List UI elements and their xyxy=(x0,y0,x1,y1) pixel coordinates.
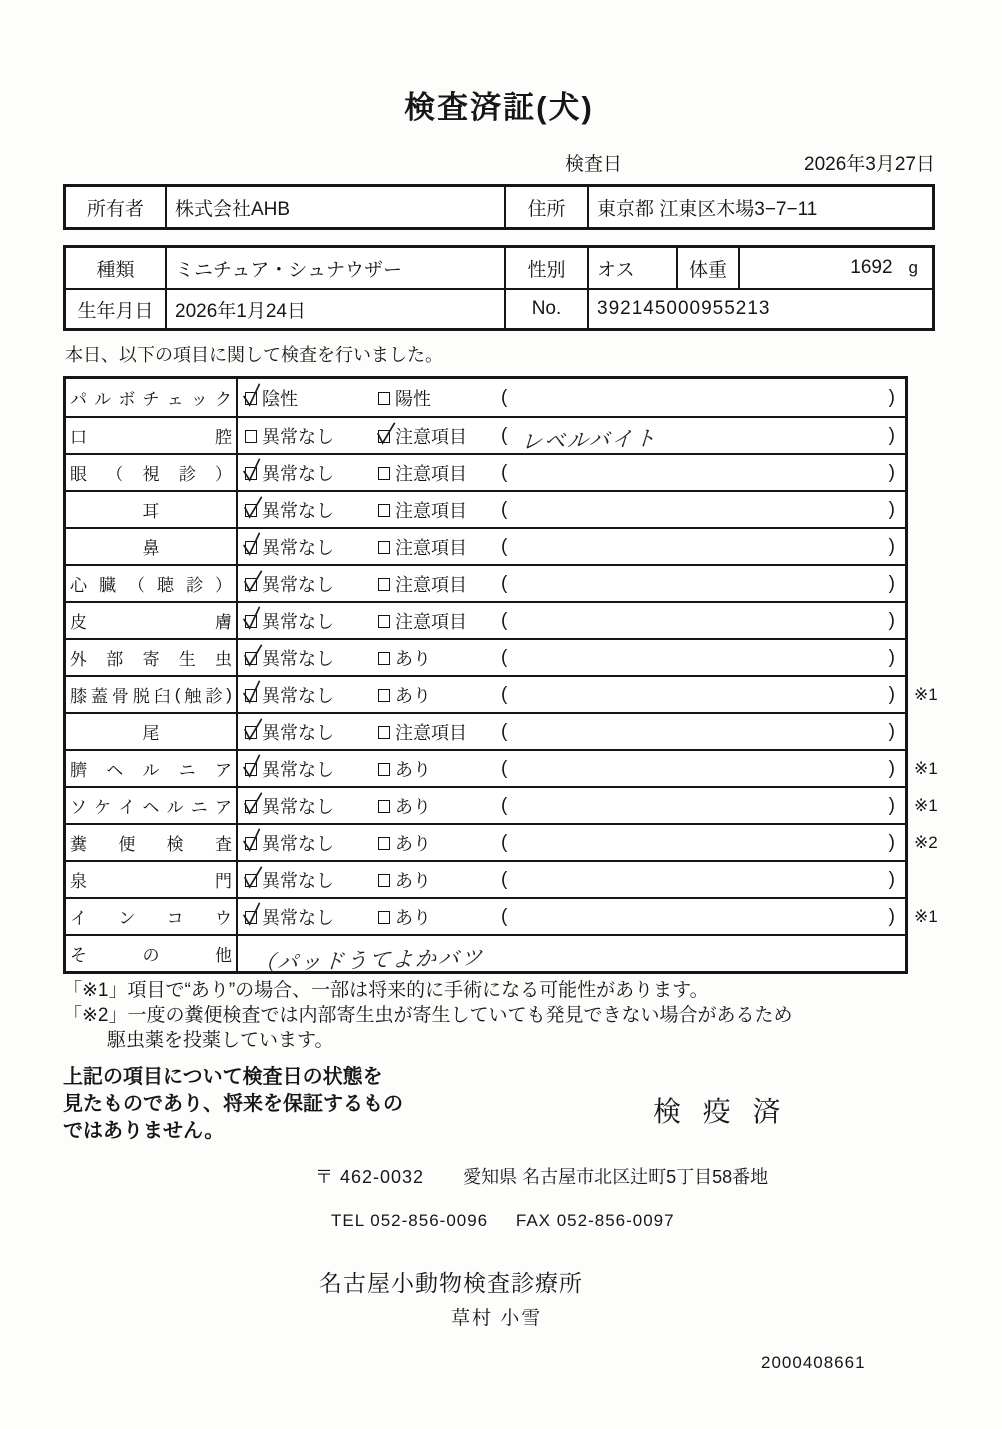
sex-label: 性別 xyxy=(504,248,587,288)
option-label: 異常なし xyxy=(262,500,334,521)
address-value: 東京都 江東区木場3−7−11 xyxy=(587,187,932,227)
checkbox-unchecked-icon xyxy=(377,797,393,814)
address-label: 住所 xyxy=(504,187,587,227)
checkbox-checked-icon xyxy=(244,871,260,888)
veterinarian-name: 草村 小雪 xyxy=(451,1308,543,1329)
row-label: イ ン コ ウ xyxy=(66,899,238,934)
option-label: 異常なし xyxy=(262,648,334,669)
option-label: 注意項目 xyxy=(395,500,467,521)
checkbox-checked-icon xyxy=(244,575,260,592)
weight-unit: g xyxy=(908,258,918,277)
row-label: 皮 膚 xyxy=(66,603,238,638)
checkbox-unchecked-icon xyxy=(377,538,393,555)
row-content: 異常なし 注意項目 ( ) xyxy=(238,566,905,601)
weight-number: 1692 xyxy=(850,257,893,278)
checkbox-checked-icon xyxy=(244,797,260,814)
option xyxy=(377,756,501,782)
no-label: No. xyxy=(504,288,587,328)
checklist-row xyxy=(66,897,938,934)
option-label: 異常なし xyxy=(262,611,334,632)
checkbox-unchecked-icon xyxy=(377,723,393,740)
footnote-line: 「※1」項目で“あり”の場合、一部は将来的に手術になる可能性があります。 xyxy=(63,980,709,1001)
option-label: 陰性 xyxy=(262,388,298,409)
weight-value xyxy=(738,248,932,288)
option-label: 異常なし xyxy=(262,426,334,447)
row-content: 異常なし あり ( ) xyxy=(238,751,905,786)
option xyxy=(244,608,377,634)
disclaimer-line: ではありません。 xyxy=(63,1120,225,1142)
checklist-table xyxy=(63,376,938,975)
breed-value: ミニチュア・シュナウザー xyxy=(165,248,504,288)
checklist-row xyxy=(66,823,938,860)
exam-date-label: 検査日 xyxy=(565,154,623,175)
option xyxy=(377,830,501,856)
option-label: あり xyxy=(395,907,431,928)
checkbox-checked-icon xyxy=(244,612,260,629)
serial-number: 2000408661 xyxy=(761,1353,866,1372)
handwritten-note xyxy=(521,727,888,737)
handwritten-note: （パッドうてよかバツ xyxy=(253,945,485,975)
row-content: 異常なし 注意項目 ( ) xyxy=(238,529,905,564)
checklist-row xyxy=(66,453,905,490)
checkbox-checked-icon xyxy=(244,760,260,777)
row-label: 心 臓 （ 聴 診 ） xyxy=(66,566,238,601)
option xyxy=(377,385,501,411)
checkbox-checked-icon xyxy=(244,389,260,406)
checkbox-checked-icon xyxy=(244,464,260,481)
option-label: あり xyxy=(395,648,431,669)
row-label: 泉 門 xyxy=(66,862,238,897)
option-label: 異常なし xyxy=(262,796,334,817)
option-label: 異常なし xyxy=(262,759,334,780)
option xyxy=(377,571,501,597)
checklist-row xyxy=(66,564,905,601)
row-content: 異常なし あり ( ) xyxy=(238,899,905,934)
handwritten-note xyxy=(521,875,888,885)
reference-marker: ※1 xyxy=(914,906,938,926)
row-label: 尾 xyxy=(66,714,238,749)
handwritten-note: レベルバイト xyxy=(520,426,659,454)
checklist-row xyxy=(66,490,905,527)
clinic-fax: FAX 052-856-0097 xyxy=(515,1211,675,1230)
reference-marker: ※1 xyxy=(914,795,938,815)
handwritten-note xyxy=(521,801,888,811)
checkbox-checked-icon xyxy=(244,501,260,518)
handwritten-note xyxy=(521,393,888,403)
postal-code: 〒 462-0032 xyxy=(315,1167,425,1187)
checklist-row xyxy=(66,860,905,897)
disclaimer-text xyxy=(63,1064,533,1145)
row-label: 臍 ヘ ル ニ ア xyxy=(66,751,238,786)
option-label: 異常なし xyxy=(262,685,334,706)
disclaimer-line: 上記の項目について検査日の状態を xyxy=(63,1066,383,1088)
option xyxy=(244,385,377,411)
handwritten-note xyxy=(521,764,888,774)
option-label: 異常なし xyxy=(262,833,334,854)
checkbox-unchecked-icon xyxy=(377,686,393,703)
owner-table xyxy=(63,184,935,230)
row-content: 異常なし あり ( ) xyxy=(238,862,905,897)
owner-value: 株式会社AHB xyxy=(165,187,504,227)
checklist-row xyxy=(66,786,938,823)
checklist-row xyxy=(66,527,905,564)
reference-marker: ※1 xyxy=(914,684,938,704)
page-title: 検査済証(犬) xyxy=(404,90,594,125)
footnote-line: 「※2」一度の糞便検査では内部寄生虫が寄生していても発見できない場合があるため xyxy=(63,1005,793,1026)
clinic-tel-line xyxy=(331,1211,935,1231)
checklist-row xyxy=(66,379,905,416)
checklist-row xyxy=(66,416,905,453)
option-label: あり xyxy=(395,759,431,780)
option xyxy=(377,904,501,930)
option xyxy=(377,497,501,523)
checkbox-checked-icon xyxy=(244,908,260,925)
checkbox-unchecked-icon xyxy=(377,834,393,851)
clinic-address-line xyxy=(315,1163,935,1189)
birth-value: 2026年1月24日 xyxy=(165,288,504,328)
clinic-tel: TEL 052-856-0096 xyxy=(331,1211,489,1230)
weight-label: 体重 xyxy=(676,248,738,288)
option-label: 注意項目 xyxy=(395,611,467,632)
checkbox-checked-icon xyxy=(244,538,260,555)
birth-label: 生年月日 xyxy=(66,288,165,328)
reference-marker: ※1 xyxy=(914,758,938,778)
disclaimer-line: 見たものであり、将来を保証するもの xyxy=(63,1093,403,1115)
row-content xyxy=(238,936,905,975)
option-label: あり xyxy=(395,833,431,854)
option xyxy=(244,571,377,597)
checkbox-unchecked-icon xyxy=(377,871,393,888)
row-label: 膝 蓋 骨 脱 臼 ( 触 診 ) xyxy=(66,677,238,712)
checkbox-unchecked-icon xyxy=(377,501,393,518)
checkbox-unchecked-icon xyxy=(377,760,393,777)
option xyxy=(377,793,501,819)
checklist-row xyxy=(66,638,905,675)
option xyxy=(377,423,501,449)
option xyxy=(244,460,377,486)
row-content: 異常なし 注意項目 ( ) xyxy=(238,455,905,490)
checkbox-checked-icon xyxy=(244,834,260,851)
exam-date-row xyxy=(565,149,935,176)
handwritten-note xyxy=(521,579,888,589)
option-label: 異常なし xyxy=(262,907,334,928)
footnote-line: 駆虫薬を投薬しています。 xyxy=(107,1030,334,1051)
row-label: 耳 xyxy=(66,492,238,527)
checkbox-unchecked-icon xyxy=(244,427,260,444)
row-label: 眼 （ 視 診 ） xyxy=(66,455,238,490)
checkbox-checked-icon xyxy=(377,427,393,444)
option xyxy=(377,460,501,486)
option-label: あり xyxy=(395,870,431,891)
handwritten-note xyxy=(521,690,888,700)
reference-marker: ※2 xyxy=(914,832,938,852)
sex-value: オス xyxy=(587,248,676,288)
option xyxy=(244,756,377,782)
checkbox-checked-icon xyxy=(244,649,260,666)
option xyxy=(377,719,501,745)
handwritten-note xyxy=(521,838,888,848)
option-label: あり xyxy=(395,685,431,706)
breed-label: 種類 xyxy=(96,259,135,281)
handwritten-note xyxy=(521,468,888,478)
pet-table xyxy=(63,245,935,331)
option xyxy=(244,719,377,745)
checkbox-checked-icon xyxy=(244,723,260,740)
row-content: 異常なし 注意項目 ( レベルバイト ) xyxy=(238,418,905,453)
checklist-row xyxy=(66,601,905,638)
option-label: 注意項目 xyxy=(395,574,467,595)
row-content: 異常なし あり ( ) xyxy=(238,788,905,823)
clinic-name: 名古屋小動物検査診療所 xyxy=(319,1270,583,1296)
checklist-row xyxy=(66,675,938,712)
handwritten-note xyxy=(521,653,888,663)
option-label: 異常なし xyxy=(262,870,334,891)
row-content: 異常なし 注意項目 ( ) xyxy=(238,492,905,527)
handwritten-note xyxy=(521,912,888,922)
checkbox-unchecked-icon xyxy=(377,908,393,925)
row-label: ソ ケ イ ヘ ル ニ ア xyxy=(66,788,238,823)
option xyxy=(244,867,377,893)
checkbox-checked-icon xyxy=(244,686,260,703)
option xyxy=(244,904,377,930)
option xyxy=(244,830,377,856)
clinic-address: 愛知県 名古屋市北区辻町5丁目58番地 xyxy=(463,1167,769,1187)
bottom-row xyxy=(63,1064,935,1145)
checklist-row xyxy=(66,934,905,975)
row-label: 鼻 xyxy=(66,529,238,564)
owner-label: 所有者 xyxy=(86,198,144,220)
option xyxy=(377,682,501,708)
quarantine-stamp: 検 疫 済 xyxy=(653,1095,788,1127)
row-content: 異常なし 注意項目 ( ) xyxy=(238,603,905,638)
option xyxy=(377,867,501,893)
option xyxy=(377,645,501,671)
exam-date-value: 2026年3月27日 xyxy=(804,154,935,175)
option-label: 陽性 xyxy=(395,388,431,409)
checkbox-unchecked-icon xyxy=(377,612,393,629)
row-label: パ ル ボ チ ェ ッ ク xyxy=(66,379,238,416)
option-label: 注意項目 xyxy=(395,426,467,447)
row-content: 陰性 陽性 ( ) xyxy=(238,379,905,416)
option-label: 異常なし xyxy=(262,537,334,558)
checklist-row xyxy=(66,712,905,749)
option-label: 異常なし xyxy=(262,463,334,484)
footnotes xyxy=(63,979,935,1052)
handwritten-note xyxy=(521,505,888,515)
option xyxy=(377,608,501,634)
checklist-row xyxy=(66,749,938,786)
row-label: そ の 他 xyxy=(66,936,238,971)
checkbox-unchecked-icon xyxy=(377,575,393,592)
option xyxy=(377,534,501,560)
option-label: 注意項目 xyxy=(395,722,467,743)
row-label: 糞 便 検 査 xyxy=(66,825,238,860)
checkbox-unchecked-icon xyxy=(377,464,393,481)
row-label: 口 腔 xyxy=(66,418,238,453)
option xyxy=(244,645,377,671)
option xyxy=(244,534,377,560)
option-label: 異常なし xyxy=(262,722,334,743)
no-value: 392145000955213 xyxy=(587,288,932,328)
option-label: あり xyxy=(395,796,431,817)
handwritten-note xyxy=(521,542,888,552)
option xyxy=(244,423,377,449)
option-label: 異常なし xyxy=(262,574,334,595)
checkbox-unchecked-icon xyxy=(377,649,393,666)
row-content: 異常なし 注意項目 ( ) xyxy=(238,714,905,749)
row-content: 異常なし あり ( ) xyxy=(238,825,905,860)
option xyxy=(244,497,377,523)
row-content: 異常なし あり ( ) xyxy=(238,677,905,712)
handwritten-note xyxy=(521,616,888,626)
row-content: 異常なし あり ( ) xyxy=(238,640,905,675)
option xyxy=(244,682,377,708)
option-label: 注意項目 xyxy=(395,463,467,484)
option-label: 注意項目 xyxy=(395,537,467,558)
intro-text: 本日、以下の項目に関して検査を行いました。 xyxy=(65,345,443,365)
checkbox-unchecked-icon xyxy=(377,389,393,406)
option xyxy=(244,793,377,819)
row-label: 外 部 寄 生 虫 xyxy=(66,640,238,675)
